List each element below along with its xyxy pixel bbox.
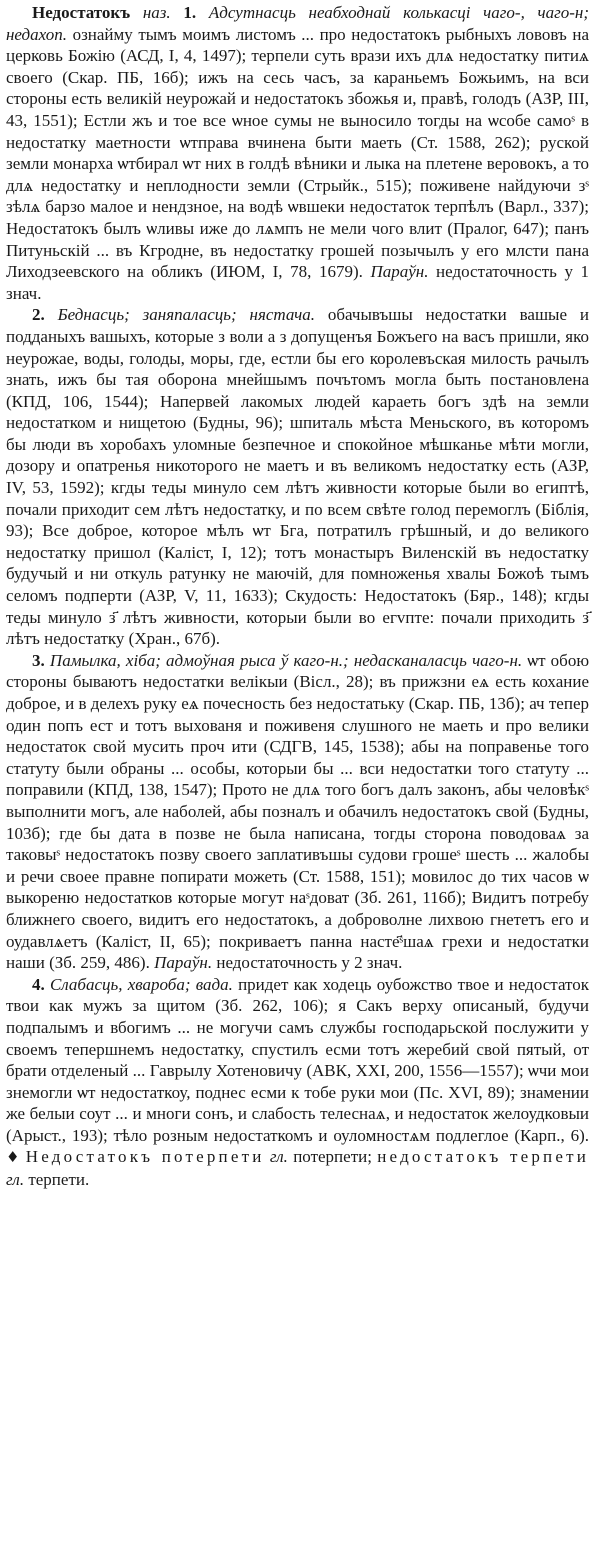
compare-label: Параўн. [154,953,213,973]
sense-gloss: Адсутнасць неабходнай колькасці чаго-, чаго-н; недахоп. [6,3,590,44]
sense-quotations: придет как ходець оубожство твое и недостаток твои как мужъ за щитом (Зб. 262, 106); я Сакъ верху описаный, будучи подпалымъ и вбогимъ ... не могучи самъ службы господарьской послужити у своемъ тепершнемъ недостатку, спустилъ есми тотъ жеребий свой пятый, от брати отделеный ... Гаврылу Хотеновичу (АВК, XXI, 200, 1556—1557); ѡчи мои знемогли ѡт недостаткоу, поднес есми к тобе руки мои (Пс. XVI, 89); знамении же белыи соут ... и многи сонъ, и слабость телеснаѧ, и недостаток желоудковыи (Арыст., 193); тѣло розным недостаткомъ и оуломностѧм подлеглое (Карп., 6). [6,974,590,1145]
phrase-2: недостатокъ терпети [377,1147,590,1167]
headword: Недостатокъ [32,3,131,22]
sense-number: 1. [183,3,197,22]
sense-gloss: Беднасць; заняпаласць; нястача. [57,305,316,325]
compare-text: недостаточность у 2 знач. [216,953,403,973]
sense-quotations: ознайму тымъ моимъ листомъ ... про недостатокъ рыбныхъ лововъ на церковь Божію (АСД, I, 4, 1497); терпели суть врази ихъ длѧ недостатку питиѧ своего (Скар. ПБ, 16б); ижъ на сесь часъ, за караньемъ Божьимъ, на вси стороны есть великій неурожай и недостатокъ збожья и, правѣ, голодъ (АЗР, III, 43, 1551); Естли жъ и тое все ѡное сумы не выносило тогды на ѡсобе само​ˢ в недостатку маетности ѡтправа вчинена быти маеть (Ст. 1588, 262); руской земли монарха ѡтбирал ѡт них в голдѣ вѣники и лыка на плетене веровокъ, а то длѧ недостатку и неплодности земли (Стрыйк., 515); поживене найдуючи зˢ зѣлѧ барзо малое и нендзное, на водѣ ѡвшеки недостаток терпѣлъ (Варл., 337); Недостатокъ былъ ѡливы иже до лѧмпъ не мели чого влит (Пралог, 647); панъ Питуньскій ... въ Кгродне, въ недостатку грошей позычылъ у его млсти пана Лиходзеевского на обликъ (ИЮМ, I, 78, 1679). [6,24,590,282]
dictionary-entry [6,2,589,1191]
phrase-2-label: гл. [6,1170,25,1190]
sense-number: 2. [32,305,45,325]
diamond-icon: ♦ [6,1148,21,1167]
sense-4 [6,974,589,1191]
compare-text: недостаточность у 1 знач. [6,262,590,303]
grammar-label: наз. [142,3,171,22]
sense-3 [6,650,589,974]
sense-number: 4. [32,974,45,994]
phrase-1: Недостатокъ потерпети [25,1147,265,1167]
sense-quotations: обачывъшы недостатки вашые и подданыхъ вашыхъ, которые з воли а з допущенъя Божъего на васъ пришли, яко неурожае, воды, голоды, моры, где, естли бы его королевъская милость рачылъ знать, ижъ бы тая оборона мнейшымъ почътомъ могла быть постановлена (КПД, 106, 1544); Напервей лакомых людей караеть богъ здѣ на земли недостатком и нищетою (Будны, 96); шпиталь мѣста Меньского, въ которомъ бы люди въ хоробахъ уломные безпечное и спокойное мѣшканье мѣти могли, дозору и опатренья никоторого не маетъ и въ великомъ недостатку есть (АЗР, IV, 53, 1592); кгды теды минуло сем лѣтъ живности которые были во египтѣ, почали приходит сем лѣтъ недостатку, и по всем свѣте голод перемоглъ (Біблія, 93); Все доброе, которое мѣлъ ѡт Бга, потратилъ грѣшный, и до великого недостатку пришол (Каліст, I, 12); тотъ монастыръ Виленскій въ недостатку будучый и ни откуль ратунку не маючій, для помноженья хвалы Божоѣ тымъ селомъ подперти (АЗР, V, 11, 1633); Скудость: Недостатокъ (Бяр., 148); кгды теды минуло з҃ лѣтъ живности, которыи были во егvпте: почали приходить з҃ лѣтъ недостатку (Хран., 67б). [6,305,589,649]
sense-gloss: Памылка, хіба; адмоўная рыса ў каго-н.; недасканаласць чаго-н. [49,650,523,670]
phrase-2-ref: терпети. [28,1170,90,1190]
phrase-1-label: гл. [269,1147,288,1167]
sense-number: 3. [32,650,45,670]
compare-label: Параўн. [370,262,429,282]
sense-2 [6,304,589,650]
sense-quotations: ѡт обою стороны бываютъ недостатки велікыи (Вісл., 28); въ прижзни еѧ есть кохание доброе, и в делехъ руку еѧ почесность без недостатьку (Скар. ПБ, 13б); ач тепер один попъ ест и тотъ выхованя и поживеня слушного не маеть и про велики недостаток свой мусить проч ити (СДГВ, 145, 1538); абы на поправенье того статуту были обраны ... особы, которыи бы ... вси недостатки того статуту ... поправили (КПД, 138, 1547); Прото не длѧ того богъ далъ законъ, абы человѣкˢ выполнити могъ, але наболей, абы позналъ и обачилъ недостатокъ свой (Будны, 103б); где бы дата в позве не была написана, тогды сторона поводоваѧ за таковыˢ недостатокъ позву своего заплативъшы судови грошеˢ шесть ... жалобы и речи своее правне попирати можеть (Ст. 1588, 151); мовилос до тих часов ѡ выкореню недостатков которые могут наˢдоват (Зб. 261, 116б); Видитъ потребу ближнего своего, видитъ его недостатокъ, а доброволне лихвою гнететъ его и оудавлѧетъ (Каліст, II, 65); покриваетъ панна насте҃ˢшаѧ грехи и недостатки наши (Зб. 259, 486). [6,650,590,973]
sense-gloss: Слабасць, хвароба; вада. [49,974,233,994]
sense-1 [6,2,589,304]
phrase-1-ref: потерпети; [293,1147,372,1167]
